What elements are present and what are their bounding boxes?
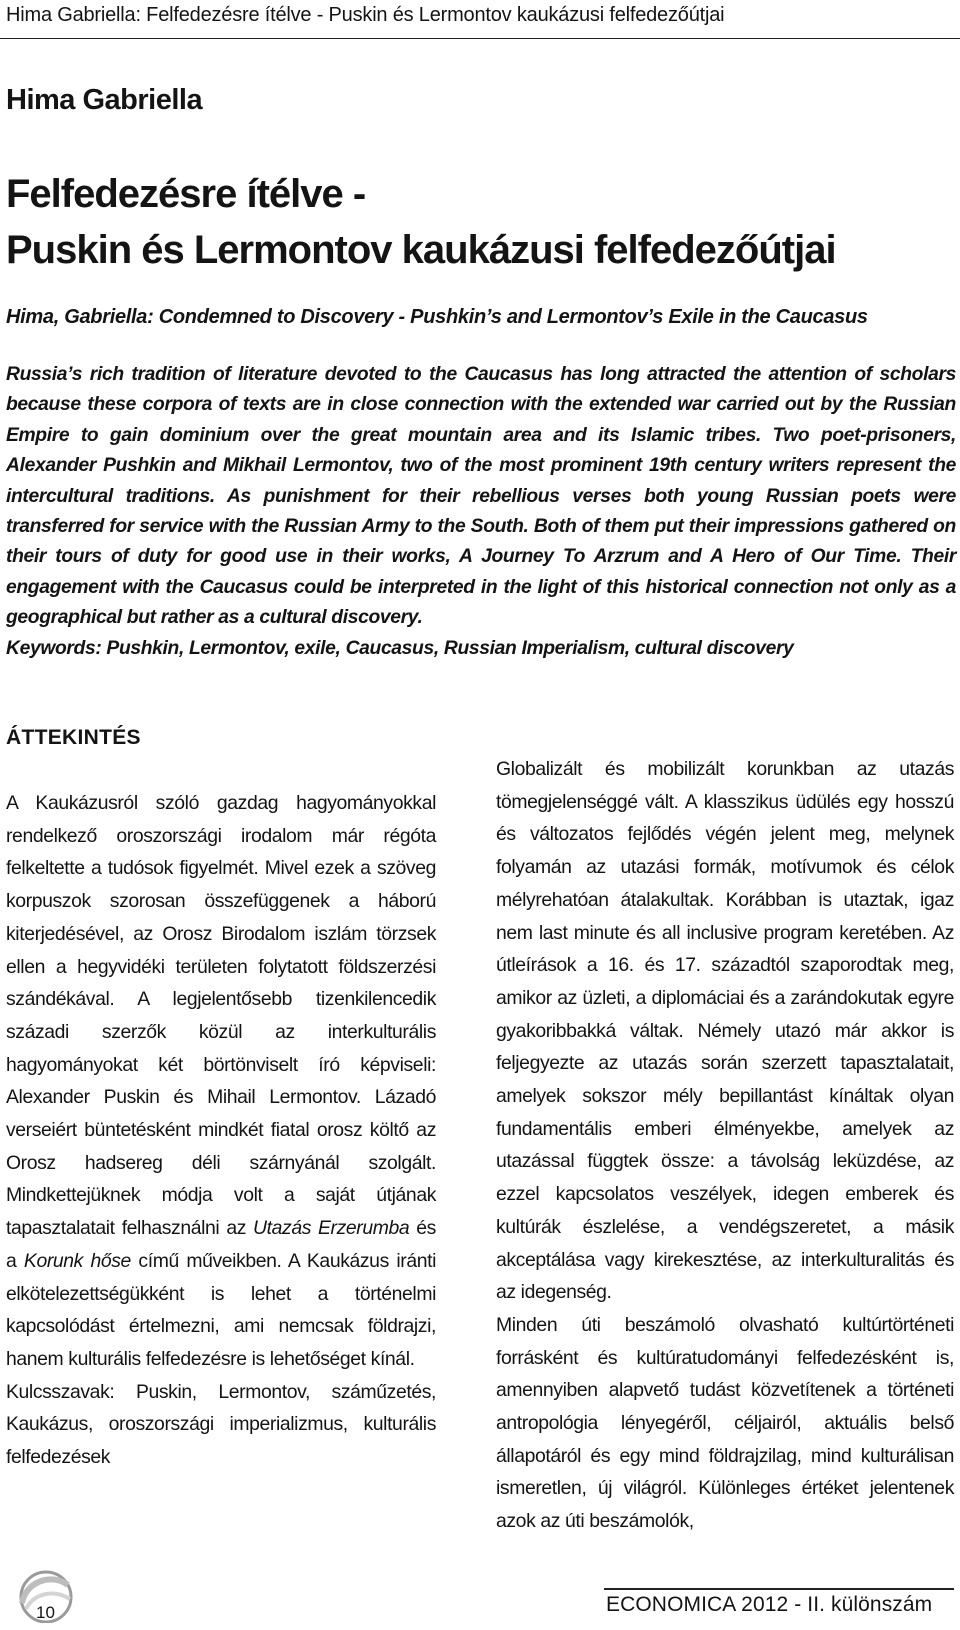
- footer-rule: [604, 1588, 954, 1590]
- right-paragraph-1: Globalizált és mobilizált korunkban az utazás tömegjelenséggé vált. A klasszikus üdülés egy hosszú és változatos fejlődés végén jelent meg, melynek folyamán az utazási formák, motívumok és célok mélyrehatóan átalakultak. Korábban is utaztak, igaz nem last minute és all inclusive program keretében. Az útleírások a 16. és 17. századtól szaporodtak meg, amikor az üzleti, a diplomáciai és a zarándokutak egyre gyakoribbakká váltak. Némely utazó már akkor is feljegyezte az utazás során szerzett tapasztalatait, amelyek sokszor mély bepillantást kínáltak olyan fundamentális emberi élményekbe, amelyek az utazással függtek össze: a távolság leküzdése, az ezzel kapcsolatos veszélyek, idegen emberek és kultúrák észlelése, a vendégszeretet, a másik akceptálása vagy kirekesztése, az interkulturalitás és az idegenség.: [496, 758, 954, 1304]
- running-title: Hima Gabriella: Felfedezésre ítélve - Puskin és Lermontov kaukázusi felfedezőútjai: [6, 4, 725, 26]
- overview-text-a: A Kaukázusról szóló gazdag hagyományokkal rendelkező oroszországi irodalom már régóta felkeltette a tudósok figyelmét. Mivel ezek a szöveg korpuszok szorosan összefüggenek a háború kiterjedésével, az Orosz Birodalom iszlám törzsek ellen a hegyvidéki területen folytatott földszerzési szándékával. A legjelentősebb tizenkilencedik századi szerzők közül az interkulturális hagyományokat két börtönviselt író képviseli: Alexander Puskin és Mihail Lermontov. Lázadó verseiért büntetésként mindkét fiatal orosz költő az Orosz hadsereg déli szárnyánál szolgált. Mindkettejüknek módja volt a saját útjának tapasztalatait felhasználni az: [6, 792, 436, 1240]
- overview-and: és a: [6, 1217, 436, 1272]
- english-title: Hima, Gabriella: Condemned to Discovery - Pushkin’s and Lermontov’s Exile in the Caucasus: [6, 306, 868, 328]
- overview-paragraph: [6, 787, 436, 1376]
- journal-footer: ECONOMICA 2012 - II. különszám: [606, 1593, 933, 1616]
- title-line-2: Puskin és Lermontov kaukázusi felfedezőútjai: [6, 228, 836, 272]
- running-header: [0, 0, 960, 39]
- page-number: 10: [36, 1603, 55, 1622]
- abstract-keywords: Keywords: Pushkin, Lermontov, exile, Caucasus, Russian Imperialism, cultural discovery: [6, 637, 794, 659]
- section-heading: ÁTTEKINTÉS: [6, 726, 141, 749]
- author-name: Hima Gabriella: [6, 84, 203, 116]
- abstract: [6, 360, 956, 664]
- title-line-1: Felfedezésre ítélve -: [6, 172, 366, 216]
- right-paragraph-2: Minden úti beszámoló olvasható kultúrtörténeti forrásként és kultúratudományi felfedezésként is, amennyiben alapvető tudást közvetítenek a történeti antropológia lényegéről, céljairól, aktuális belső állapotáról és egy mind földrajzilag, mind kulturálisan ismeretlen, új világról. Különleges értéket jelentenek azok az úti beszámolók,: [496, 1313, 954, 1533]
- overview-keywords: Kulcsszavak: Puskin, Lermontov, száműzetés, Kaukázus, oroszországi imperializmus, kulturális felfedezések: [6, 1380, 436, 1469]
- work-title-1: Utazás Erzerumba: [253, 1217, 410, 1240]
- right-column: [496, 753, 954, 1538]
- abstract-text: Russia’s rich tradition of literature devoted to the Caucasus has long attracted the attention of scholars because these corpora of texts are in close connection with the extended war carried out by the Russian Empire to gain dominium over the great mountain area and its Islamic tribes. Two poet-prisoners, Alexander Pushkin and Mikhail Lermontov, two of the most prominent 19th century writers represent the intercultural traditions. As punishment for their rebellious verses both young Russian poets were transferred for service with the Russian Army to the South. Both of them put their impressions gathered on their tours of duty for good use in their works, A Journey To Arzrum and A Hero of Our Time. Their engagement with the Caucasus could be interpreted in the light of this historical connection not only as a geographical but rather as a cultural discovery.: [6, 364, 956, 629]
- overview-text-b: című műveikben. A Kaukázus iránti elkötelezettségükként is lehet a történelmi kapcsolódást értelmezni, ami nemcsak földrajzi, hanem kulturális felfedezésre is lehetőséget kínál.: [6, 1249, 436, 1370]
- article-title: [6, 166, 836, 278]
- left-column: [6, 787, 436, 1474]
- work-title-2: Korunk hőse: [23, 1249, 131, 1272]
